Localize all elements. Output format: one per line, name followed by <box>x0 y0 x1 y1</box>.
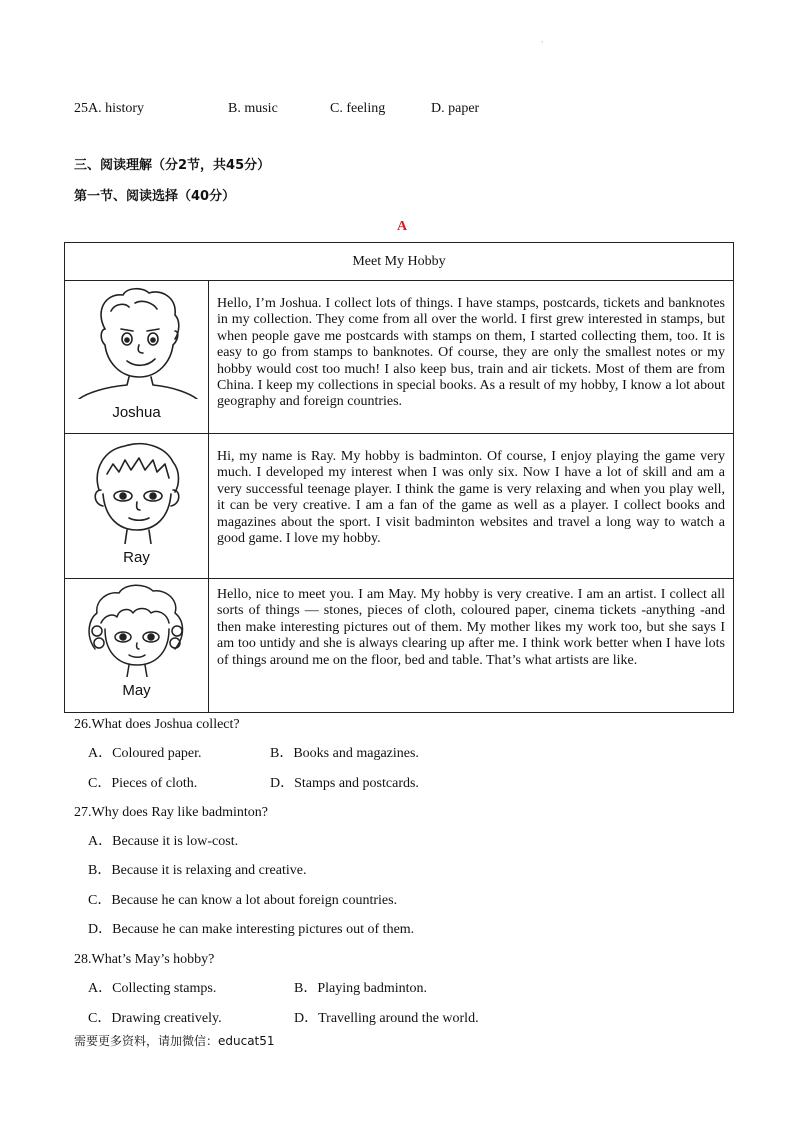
hobby-table <box>64 242 734 713</box>
table-row <box>65 579 734 713</box>
ray-face-drawing <box>65 434 208 544</box>
ray-picture-cell <box>65 434 209 579</box>
q25-option-a: 25A. history <box>74 101 144 116</box>
question-28-stem: 28.What’s May’s hobby? <box>74 952 215 967</box>
question-26-stem: 26.What does Joshua collect? <box>74 717 240 732</box>
table-row <box>65 281 734 434</box>
q26-option-d: D．Stamps and postcards. <box>270 776 419 791</box>
may-paragraph: Hello, nice to meet you. I am May. My hobby is very creative. I am an artist. I collect all sorts of things — stones, pieces of cloth, coloured paper, cinema tickets -anything -and then make interesting pictures out of them. My mother likes my work too, but she says I am too untidy and she is always clearing up after me. I think work better when I have lots of things around me on the floor, bed and table. That’s what artists are like. <box>209 579 734 713</box>
passage-label: A <box>397 219 408 234</box>
may-picture-cell <box>65 579 209 713</box>
q25-option-d: D. paper <box>431 101 480 116</box>
table-header: Meet My Hobby <box>65 243 734 281</box>
q28-option-a: A．Collecting stamps. <box>88 981 217 996</box>
question-27-stem: 27.Why does Ray like badminton? <box>74 805 269 820</box>
may-face-drawing <box>65 579 208 677</box>
footer-note: 需要更多资料，请加微信：educat51 <box>74 1034 275 1048</box>
q27-option-c: C．Because he can know a lot about foreign countries. <box>88 893 398 908</box>
may-name-label: May <box>122 682 151 699</box>
q28-option-b: B．Playing badminton. <box>294 981 427 996</box>
page-mark: , <box>541 34 544 44</box>
q26-option-b: B．Books and magazines. <box>270 746 419 761</box>
subsection-title: 第一节、阅读选择（40分） <box>74 189 236 204</box>
q26-option-a: A．Coloured paper. <box>88 746 202 761</box>
q27-option-b: B．Because it is relaxing and creative. <box>88 863 307 878</box>
q26-option-c: C．Pieces of cloth. <box>88 776 198 791</box>
table-row <box>65 434 734 579</box>
section-title: 三、阅读理解（分2节，共45分） <box>74 158 271 173</box>
q28-option-d: D．Travelling around the world. <box>294 1011 479 1026</box>
q25-option-c: C. feeling <box>330 101 386 116</box>
q27-option-a: A．Because it is low-cost. <box>88 834 239 849</box>
ray-name-label: Ray <box>123 549 150 566</box>
joshua-paragraph: Hello, I’m Joshua. I collect lots of things. I have stamps, postcards, tickets and banknotes in my collection. They come from all over the world. I first grew interested in stamps, but when people gave me postcards with stamps on them, I started collecting them, too. It is easy to go from stamps to banknotes. Of course, they are only the smallest notes or my hobby would cost too much! I also keep bus, train and air tickets. Most of them are from China. I keep my collections in special books. As a result of my hobby, I know a lot about geography and foreign countries. <box>209 281 734 434</box>
joshua-name-label: Joshua <box>112 404 161 421</box>
joshua-face-drawing <box>65 281 208 399</box>
ray-paragraph: Hi, my name is Ray. My hobby is badminton. Of course, I enjoy playing the game very much. I developed my interest when I was only six. Now I have a lot of skill and am a very successful teenage player. I think the game is very relaxing and when you play well, it can be very creative. I am a fan of the game as well as a player. I collect books and magazines about the sport. I visit badminton websites and travel a long way to watch a good game. I love my hobby. <box>209 434 734 579</box>
q25-option-b: B. music <box>228 101 278 116</box>
joshua-picture-cell <box>65 281 209 434</box>
q28-option-c: C．Drawing creatively. <box>88 1011 222 1026</box>
q27-option-d: D．Because he can make interesting pictures out of them. <box>88 922 415 937</box>
